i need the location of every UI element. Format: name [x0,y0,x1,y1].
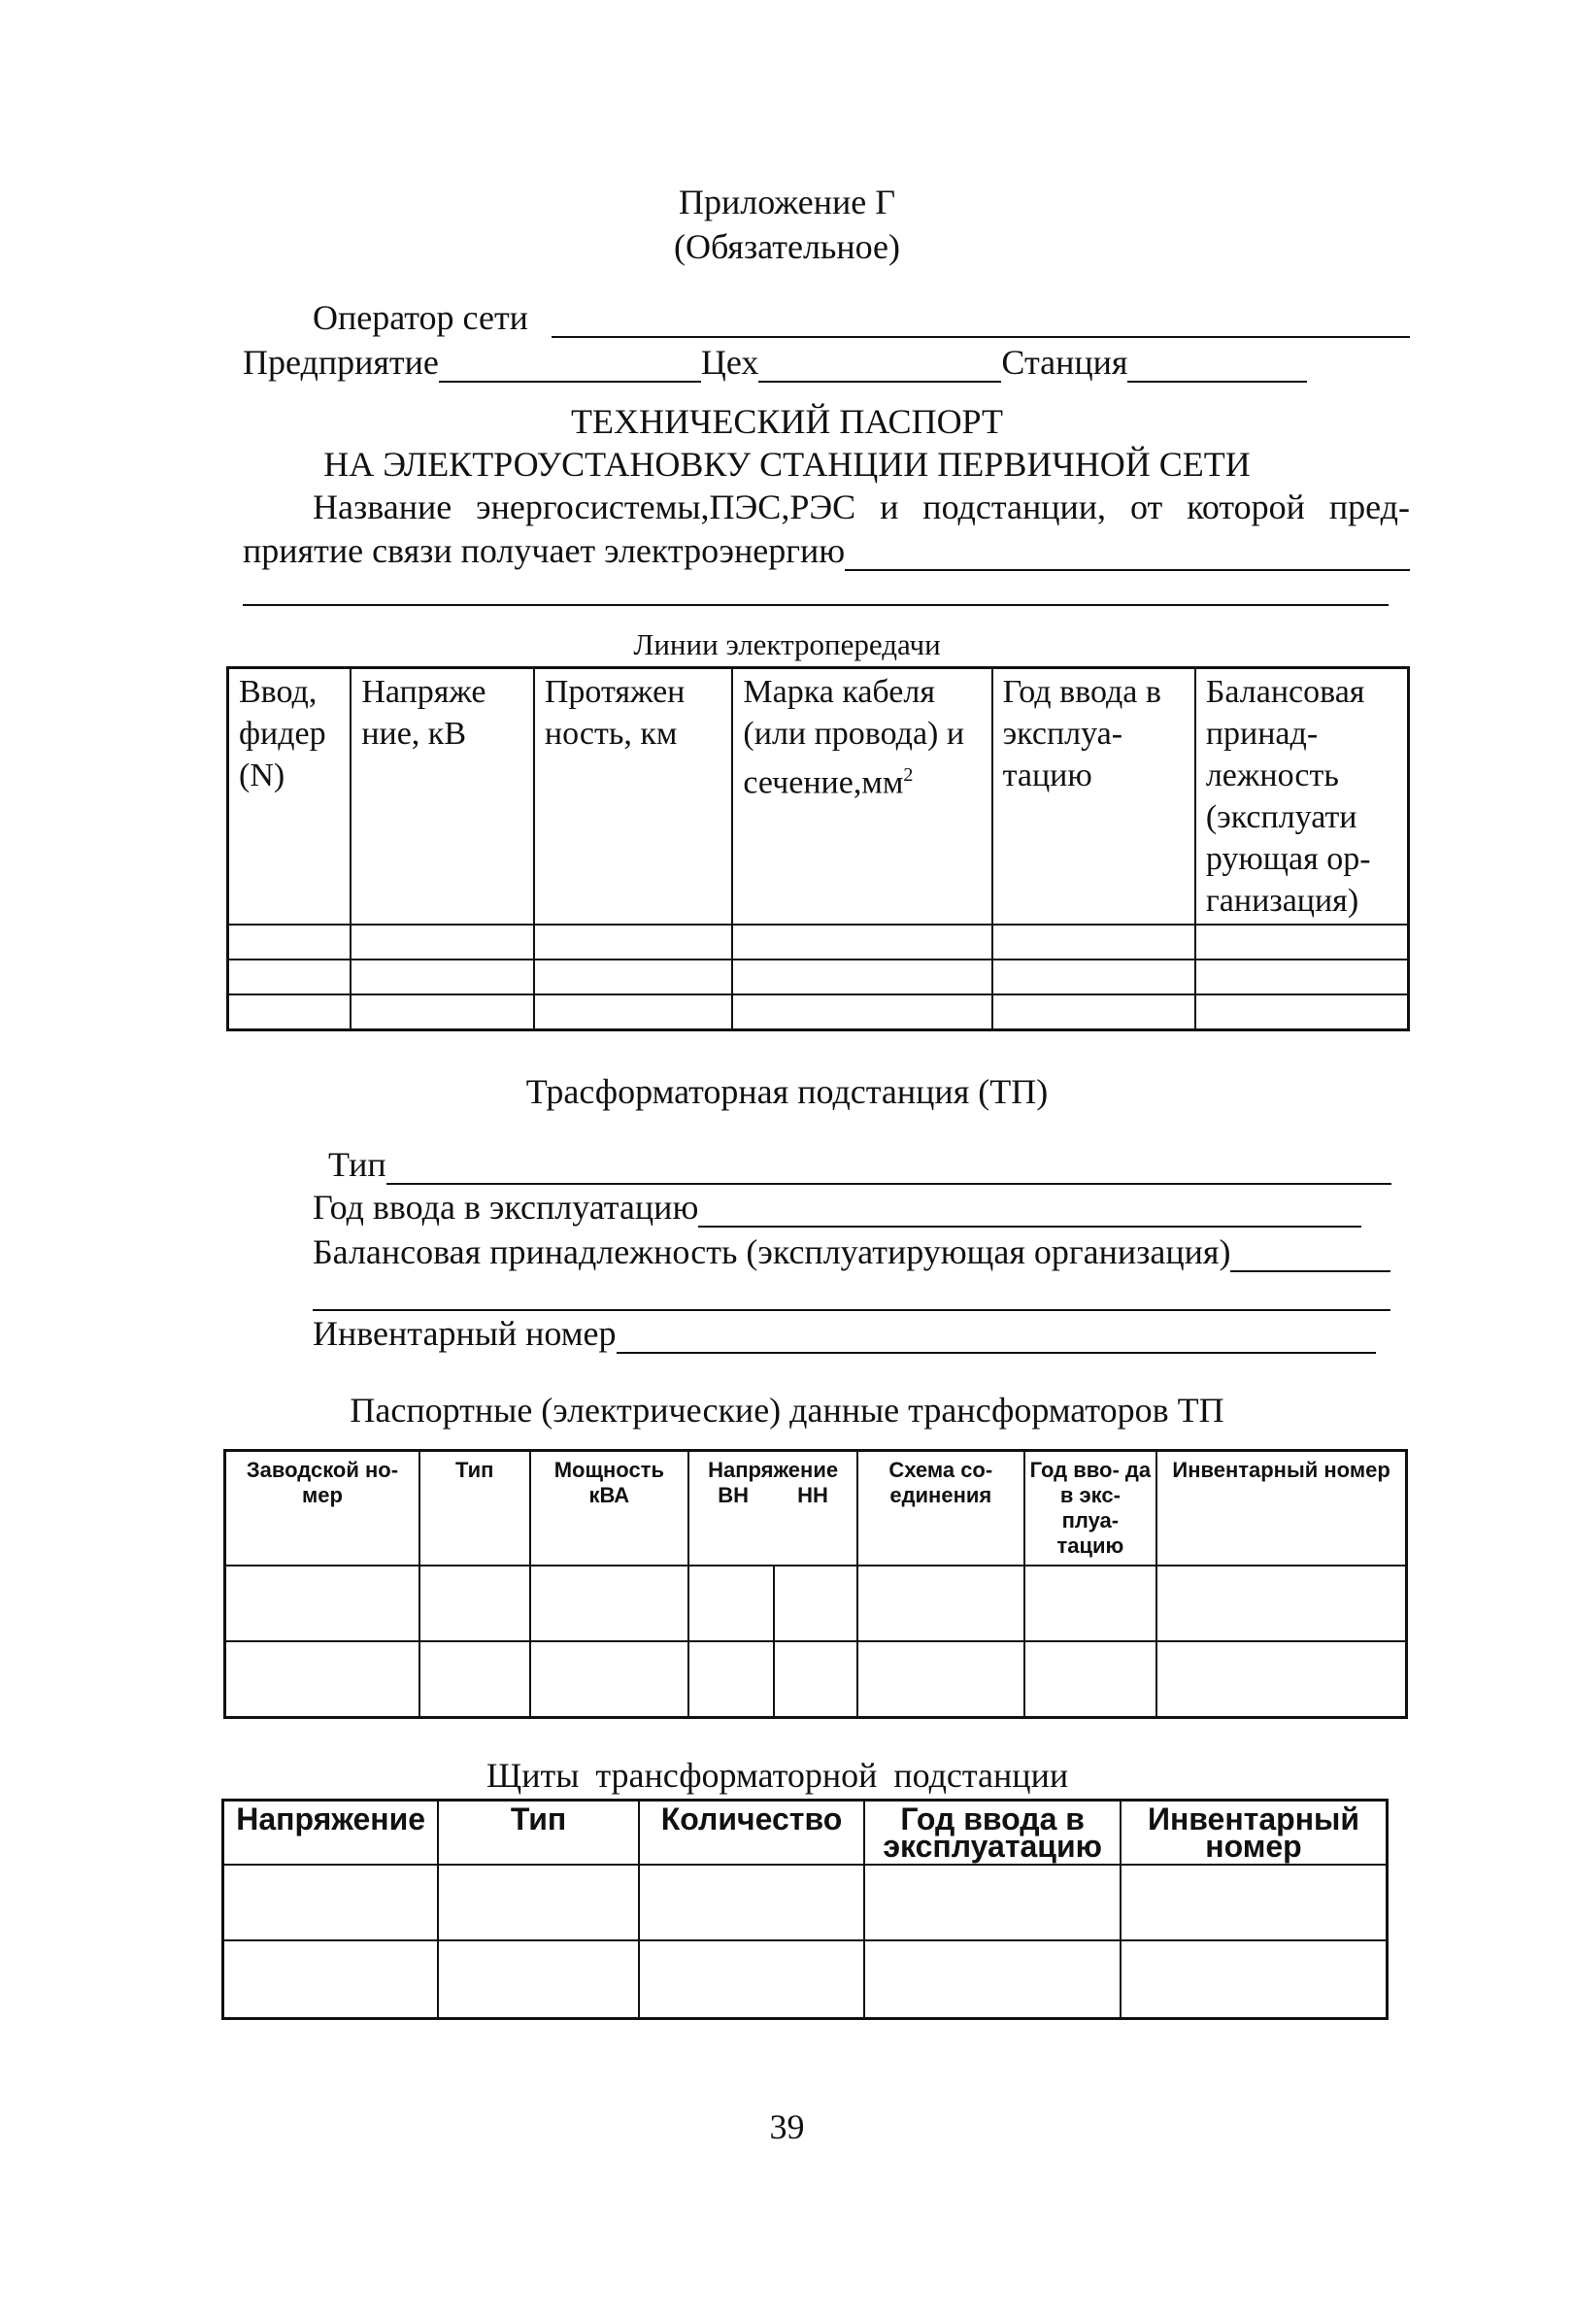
tp-balance-field-line2[interactable] [313,1309,1390,1311]
table-row [223,1940,1388,2018]
table-row [228,925,1409,960]
lines-header-feeder: Ввод, фидер (N) [228,668,352,926]
table-row [225,1641,1407,1717]
tp-year-label: Год ввода в эксплуатацию [313,1188,699,1227]
table-row [228,994,1409,1029]
operator-row [313,297,1410,338]
energy-row2 [243,530,1410,571]
enterprise-label: Предприятие [243,343,439,382]
station-label: Станция [1001,343,1128,382]
tp-inventory-label: Инвентарный номер [313,1314,617,1353]
operator-field[interactable] [552,305,1410,338]
page-number: 39 [769,2107,805,2146]
tr-header-inventory: Инвентарный номер [1156,1451,1406,1566]
panels-header-type: Тип [438,1801,638,1866]
energy-line1: Название энергосистемы,ПЭС,РЭС и подстанции, от которой пред- [313,488,1410,526]
lines-header-voltage: Напряже ние, кВ [351,668,534,926]
lines-header-year: Год ввода в эксплуа- тацию [992,668,1195,926]
tr-header-scheme: Схема со- единения [857,1451,1024,1566]
lines-header-owner: Балансовая принад- лежность (эксплуати рующая ор- ганизация) [1195,668,1409,926]
tr-header-power: Мощность кВА [530,1451,689,1566]
table-row [225,1566,1407,1641]
tr-header-year: Год вво- да в экс- плуа- тацию [1024,1451,1157,1566]
tr-header-voltage-lv: НН [797,1483,828,1507]
appendix-title: Приложение Г [678,183,896,221]
tr-header-voltage [688,1451,857,1566]
passport-title-line1: ТЕХНИЧЕСКИЙ ПАСПОРТ [570,402,1004,441]
tp-type-field[interactable] [386,1152,1391,1185]
table-row [228,960,1409,994]
workshop-label: Цех [700,343,759,382]
passport-title-line2: НА ЭЛЕКТРОУСТАНОВКУ СТАНЦИИ ПЕРВИЧНОЙ СЕТИ [323,445,1251,484]
superscript-2: 2 [903,764,914,786]
lines-header-cable [732,668,991,926]
tr-header-voltage-hv: ВН [718,1483,750,1507]
tp-balance-label: Балансовая принадлежность (эксплуатирующая организация) [313,1232,1231,1271]
tp-inventory-row [313,1313,1376,1354]
lines-header-cable-text: Марка кабеля (или провода) и сечение,мм [743,674,965,801]
passport-data-title: Паспортные (электрические) данные трансформаторов ТП [350,1391,1224,1430]
tp-year-row [313,1187,1361,1228]
operator-label: Оператор сети [313,298,528,337]
tr-header-type: Тип [419,1451,530,1566]
panels-title: Щиты трансформаторной подстанции [486,1756,1069,1795]
lines-header-length: Протяжен ность, км [534,668,733,926]
enterprise-field[interactable] [439,350,701,383]
panels-header-voltage: Напряжение [223,1801,439,1866]
energy-field[interactable] [845,538,1410,571]
energy-line2: приятие связи получает электроэнергию [243,531,846,570]
tr-header-factory: Заводской но- мер [225,1451,419,1566]
appendix-mandatory: (Обязательное) [674,227,900,266]
lines-table [226,666,1410,1031]
tp-balance-row [313,1231,1390,1272]
workshop-field[interactable] [758,350,1001,383]
enterprise-row [243,342,1350,383]
panels-header-inventory: Инвентарный номер [1121,1801,1388,1866]
tp-section-title: Трасформаторная подстанция (ТП) [525,1072,1049,1111]
tp-type-row [328,1144,1391,1185]
tp-inventory-field[interactable] [617,1321,1376,1354]
transformers-table [223,1449,1408,1719]
tp-year-field[interactable] [698,1195,1361,1228]
panels-header-count: Количество [639,1801,865,1866]
panels-header-year: Год ввода в эксплуатацию [864,1801,1121,1866]
station-field[interactable] [1127,350,1307,383]
tp-balance-field[interactable] [1230,1239,1390,1272]
table-row [223,1865,1388,1940]
energy-field-line2[interactable] [243,604,1389,606]
lines-section-title: Линии электропередачи [633,627,941,661]
tp-type-label: Тип [328,1145,386,1184]
tr-header-voltage-label: Напряжение [708,1458,839,1482]
panels-table [221,1799,1389,2020]
